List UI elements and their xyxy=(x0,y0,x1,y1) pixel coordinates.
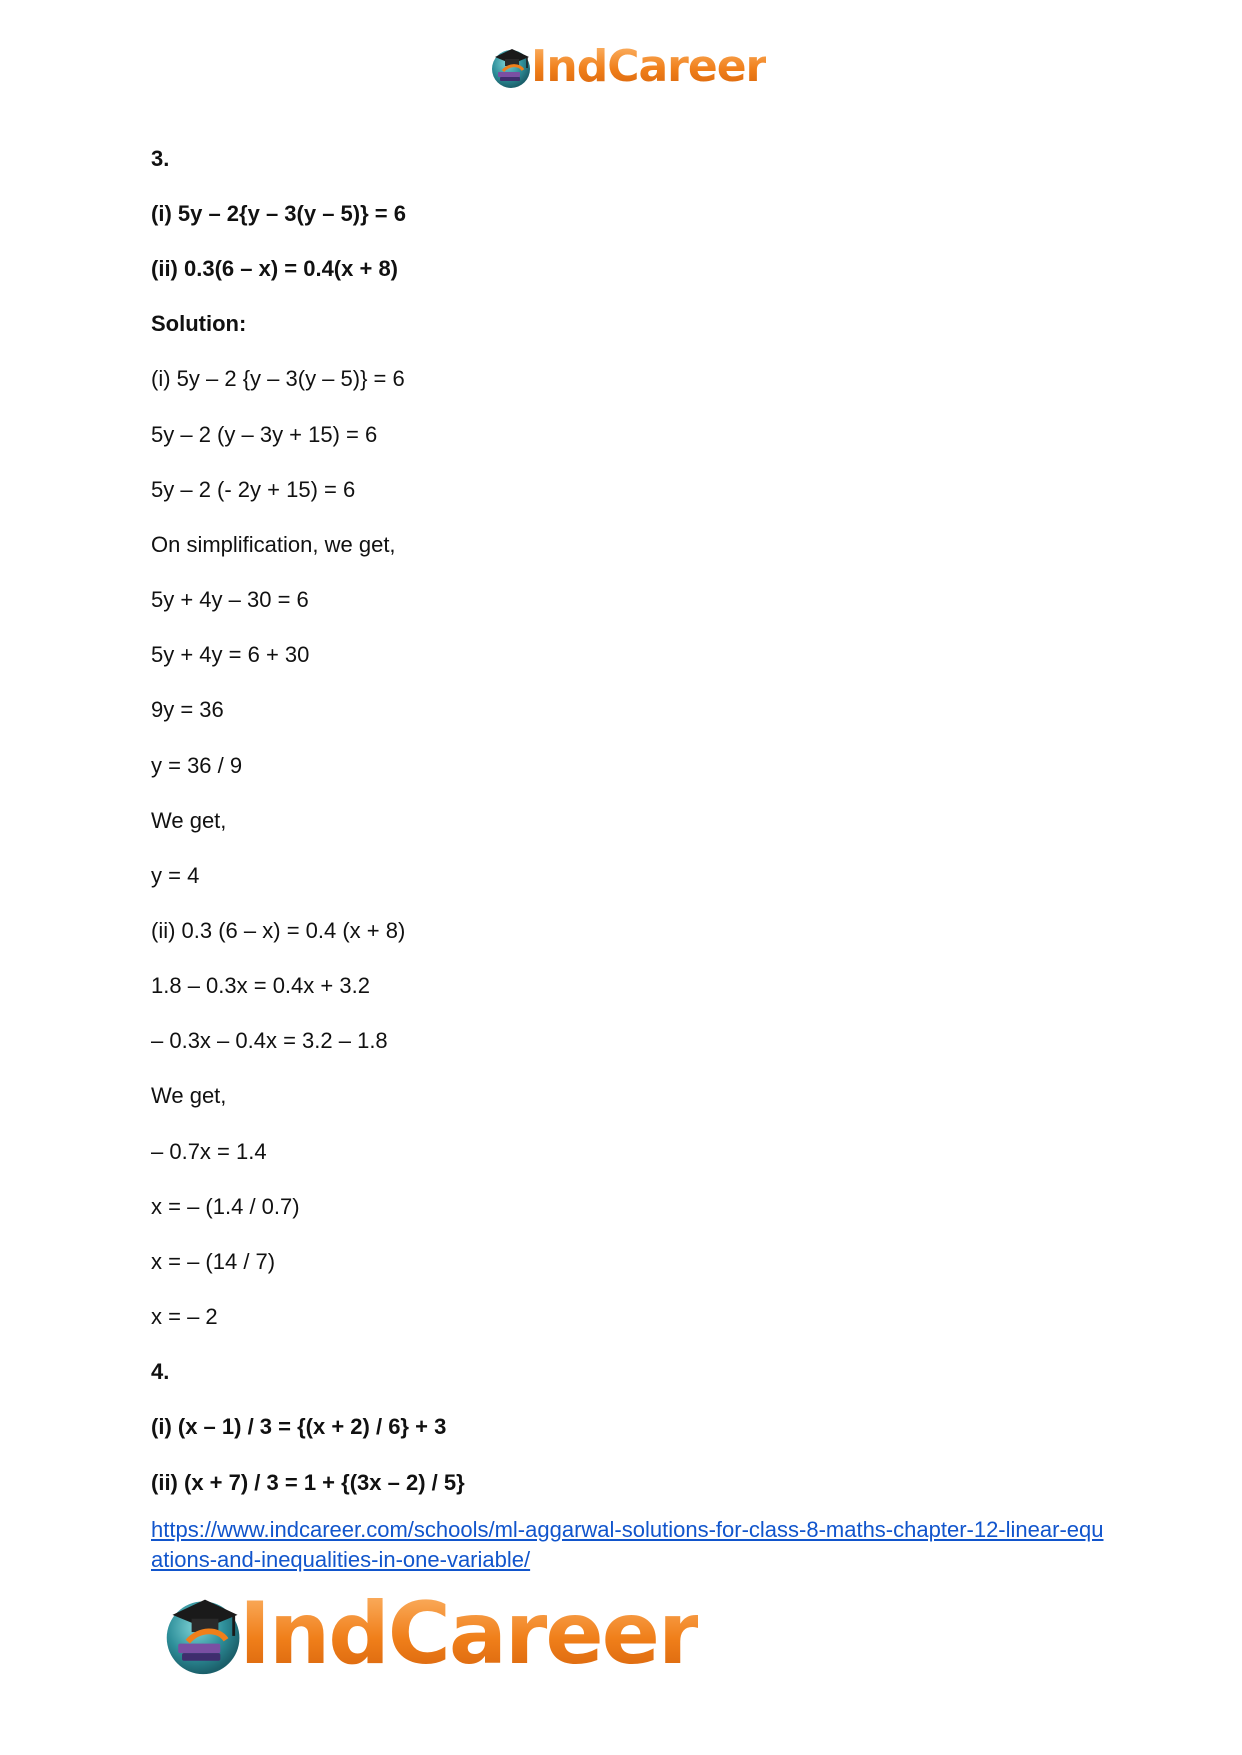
solution-step: (i) 5y – 2 {y – 3(y – 5)} = 6 xyxy=(151,366,405,391)
solution-step: We get, xyxy=(151,1083,227,1108)
solution-step: 5y – 2 (- 2y + 15) = 6 xyxy=(151,477,356,502)
solution-step: x = – (14 / 7) xyxy=(151,1249,276,1274)
solution-step: – 0.7x = 1.4 xyxy=(151,1139,267,1164)
solution-step: y = 36 / 9 xyxy=(151,753,243,778)
solution-step: x = – (1.4 / 0.7) xyxy=(151,1194,300,1219)
header-logo xyxy=(489,42,766,92)
question-number: 4. xyxy=(151,1359,170,1384)
solution-step: y = 4 xyxy=(151,863,200,888)
solution-heading: Solution: xyxy=(151,311,247,336)
question-number: 3. xyxy=(151,146,170,171)
source-link[interactable]: https://www.indcareer.com/schools/ml-aggarwal-solutions-for-class-8-maths-chapter-12-linear-equations-and-inequalities-in-one-variable/ xyxy=(151,1517,1104,1572)
solution-step: (ii) 0.3 (6 – x) = 0.4 (x + 8) xyxy=(151,918,406,943)
solution-step: 5y + 4y – 30 = 6 xyxy=(151,587,309,612)
solution-step: – 0.3x – 0.4x = 3.2 – 1.8 xyxy=(151,1028,388,1053)
solution-step: 1.8 – 0.3x = 0.4x + 3.2 xyxy=(151,973,370,998)
solution-step: 5y – 2 (y – 3y + 15) = 6 xyxy=(151,422,378,447)
logo-wordmark: IndCareer xyxy=(531,41,767,92)
logo-wordmark: IndCareer xyxy=(239,1584,699,1684)
solution-step: We get, xyxy=(151,808,227,833)
footer-logo xyxy=(161,1584,699,1684)
graduation-cap-logo-icon xyxy=(161,1590,249,1678)
question-part-i: (i) (x – 1) / 3 = {(x + 2) / 6} + 3 xyxy=(151,1414,447,1439)
solution-step: x = – 2 xyxy=(151,1304,218,1329)
graduation-cap-logo-icon xyxy=(489,44,535,90)
question-part-ii: (ii) 0.3(6 – x) = 0.4(x + 8) xyxy=(151,256,399,281)
solution-step: 9y = 36 xyxy=(151,697,224,722)
solution-step: 5y + 4y = 6 + 30 xyxy=(151,642,310,667)
question-part-i: (i) 5y – 2{y – 3(y – 5)} = 6 xyxy=(151,201,406,226)
question-part-ii: (ii) (x + 7) / 3 = 1 + {(3x – 2) / 5} xyxy=(151,1470,465,1495)
solution-step: On simplification, we get, xyxy=(151,532,396,557)
